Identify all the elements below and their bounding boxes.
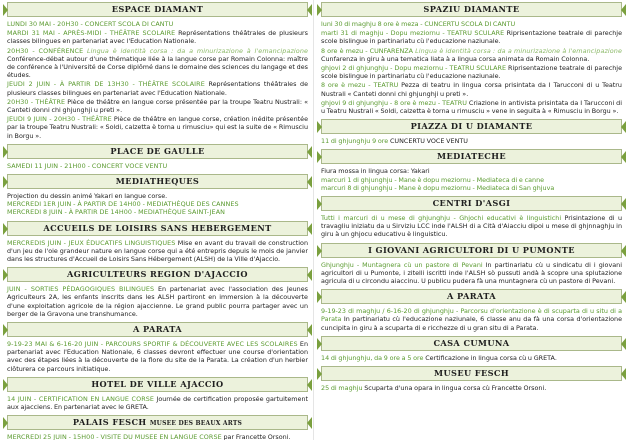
event-item: JUIN - SORTIES PÉDAGOGIQUES BILINGUES En partenariat avec l'association des Jeunes Agriculteurs 2A, les enfants inscrits dans les ALSH partiront en immersion à la découverte d'une exploitation agricole de la région ajaccienne. Le grand public pourra partager avec un berger de la Gravona une transhumance. <box>7 285 308 318</box>
event-item: 20H30 - THÉÂTRE Pièce de théâtre en langue corse présentée par la troupe Teatru Nustrali: « Canteti donni chi ghjunghji u preti ». <box>7 97 309 115</box>
section-header-spaziu-diamante: SPAZIU DIAMANTE <box>321 2 622 17</box>
event-item: Tutti i marcuri di u mese di ghjunghju - Ghjochi educativi è linguistichi Prisintazione di u travagliu iniziatu da u Sirviziu LCC inde l'ALSH di a Cità d'Aiacciu dipoi u mese di ghjnnaghju in giru à un ghjocu educativu è linguisticu. <box>321 214 622 239</box>
section-header-centri: CENTRI D'ASGI <box>321 196 622 211</box>
section-header-casa-cumuna: CASA CUMUNA <box>321 336 622 351</box>
event-item: 11 di ghjunghju 9 ore CUNCERTU VOCE VENTU <box>321 137 468 146</box>
event-item: MERCREDI 1ER JUIN - À PARTIR DE 14H00 - MEDIATHÈQUE DES CANNES <box>7 200 239 209</box>
column-divider <box>313 0 314 440</box>
event-item: LUNDI 30 MAI - 20H30 - CONCERT SCOLA DI CANTU <box>7 20 174 28</box>
section-header-espace-diamant: ESPACE DIAMANT <box>7 2 308 17</box>
section-header-piazza: PIAZZA DI U DIAMANTE <box>321 119 622 134</box>
french-column <box>3 0 312 440</box>
event-item: MERCREDI 8 JUIN - À PARTIR DE 14H00 - MEDIATHÈQUE SAINT-JEAN <box>7 208 226 217</box>
section-header-giovani: I GIOVANI AGRICULTORI DI U PUMONTE <box>321 243 622 258</box>
event-item: Fiura mossa in lingua corsa: Yakari <box>321 167 430 176</box>
section-header-accueils: ACCUEILS DE LOISIRS SANS HEBERGEMENT <box>7 221 308 236</box>
event-item: Ghjunghju - Muntagnera cù un pastore di Pevani In partinariatu cù u sindicatu di i giovani agricultori di u Pumonte, i zitelli iscritti inde l'ALSH sò pussuti andà à scopre una splutazione agricula di u circondu aiaccinu. U publicu pudera fà una muntagnera cù un pastore di Pevani. <box>321 260 622 286</box>
event-item: Projection du dessin animé Yakari en langue corse. <box>7 192 168 201</box>
section-header-place-de-gaulle: PLACE DE GAULLE <box>7 144 308 159</box>
event-item: MERCREDIS JUIN - JEUX ÉDUCATIFS LINGUISTIQUES Mise en avant du travail de construction d'un jeu de l'oie grandeur nature en langue corse qui a été entrepris depuis le mois de janvier dans les structures d'Accueil de Loisirs Sans Hébergement (ALSH) de la Ville d'Ajaccio. <box>7 238 309 264</box>
section-header-mediatheques: MEDIATHEQUES <box>7 174 308 189</box>
section-header-mediateche: MEDIATECHE <box>321 149 622 164</box>
event-item: JEUDI 9 JUIN - 20H30 - THÉÂTRE Pièce de théâtre en langue corse, création inédite présentée par la troupe Teatru Nustrali: « Soldi, calzetta è torna u rimusciu» qui est la suite de « Rimusciu in Borgu ». <box>7 115 309 140</box>
event-item: 9-19-23 di maghju / 6-16-20 di ghjunghju - Parcorsu d'orientazione è di scuparta di u situ di a Parata In partinariatu cù l'educazione naziunale, 6 classe anu da fà una corsa d'orientazione cuncipita in giru à a scuparta di e ricchezze di u gran situ di a Parata. <box>321 307 622 332</box>
event-item: 25 di maghju Scuparta d'una opara in lingua corsa cù Francette Orsoni. <box>321 384 547 393</box>
corsican-column <box>317 0 626 440</box>
event-item: MARDI 31 MAI - APRÈS-MIDI - THÉÂTRE SCOLAIRE Représentations théâtrales de plusieurs classes bilingues en partenariat avec l'Education Nationale. <box>7 29 308 46</box>
event-item: 8 ore è mezu - TEATRU Pezza di teatru in lingua corsa prisintata da I Tarucconi di u Teatru Nustrali « Canteti donni chi ghjunghji u preti ». <box>321 81 622 98</box>
section-header-palais-fesch: PALAIS FESCH MUSEE DES BEAUX ARTS <box>7 415 308 430</box>
section-header-a-parata: A PARATA <box>7 322 308 337</box>
section-header-hotel-de-ville: HOTEL DE VILLE AJACCIO <box>7 377 308 392</box>
event-item: 14 di ghjunghju, da 9 ore a 5 ore Certificazione in lingua corsa cù u GRETA. <box>321 353 557 362</box>
event-item: marcuri 1 di ghjunghju - Mane è dopu meziornu - Mediateca di e canne <box>321 175 545 184</box>
event-item: 20H30 - CONFÉRENCE Lingua è identità corsa : da a minurizazione à l'emancipazione Conférence-débat autour d'une thématique liée à la langue corse par Romain Colonna: maître de conférence à l'Université de Corse diplômé dans le domaine des sciences du langage et des études. <box>7 46 308 80</box>
event-item: luni 30 di maghju 8 ore è meza - CUNCERTU SCOLA DI CANTU <box>321 20 516 28</box>
event-item: 14 JUIN - CERTIFICATION EN LANGUE CORSE Journée de certification proposée gartuitement aux ajacciens. En partenariat avec le GRETA. <box>7 394 309 412</box>
section-header-agriculteurs: AGRICULTEURS REGION D'AJACCIO <box>7 267 308 282</box>
section-header-a-parata-co: A PARATA <box>321 289 622 304</box>
event-item: MERCREDI 25 JUIN - 15H00 - VISITE DU MUSEE EN LANGUE CORSE par Francette Orsoni. <box>7 433 291 440</box>
event-item: 8 ore è mezu - CUNFARENZA Lingua è identità corsa : da a minurizazione à l'emancipazione Cunfarenza in giru à una tematica liata à a lingua corsa animata da Romain Colonna. <box>321 46 622 63</box>
event-item: SAMEDI 11 JUIN - 21H00 - CONCERT VOCE VENTU <box>7 161 168 170</box>
event-item: JEUDI 2 JUIN - À PARTIR DE 13H30 - THÉÂTRE SCOLAIRE Représentations théâtrales de plusieurs classes bilingues en partenariat avec l'Education Nationale. <box>7 80 308 97</box>
event-item: marti 31 di maghju - Dopu meziornu - TEATRU SCULARE Riprisentazione teatrale di parechje scole bislingue in partinariatu cù l'educazione naziunale. <box>321 29 623 46</box>
event-item: ghjovi 9 di ghjunghju - 8 ore è mezu - TEATRU Criazione in antivista prisintata da I Tarucconi di u Teatru Nustrali « Soldi, calzetta è torna u rimusciu » vene in seguita à « Rimusciu in Borgu ». <box>321 98 622 116</box>
event-item: ghjovi 2 di ghjunghju - Dopu meziornu - TEATRU SCULARE Riprisentazione teatrale di parechje scole bislingue in partinariatu cù l'educazione naziunale. <box>321 64 623 81</box>
event-item: marcuri 8 di ghjunghju - Mane è dopu meziornu - Mediateca di San ghjuva <box>321 183 555 192</box>
event-item: 9-19-23 MAI & 6-16-20 JUIN - PARCOURS SPORTIF & DÉCOUVERTE AVEC LES SCOLAIRES En partenariat avec l'Education Nationale, 6 classes devront effectuer une course d'orientation avec des étapes liées à la découverte de la flore du site de la Parata. La création d'un herbier clôturera ce parcours initiatique. <box>7 340 309 373</box>
section-header-museu-fesch: MUSEU FESCH <box>321 366 622 381</box>
